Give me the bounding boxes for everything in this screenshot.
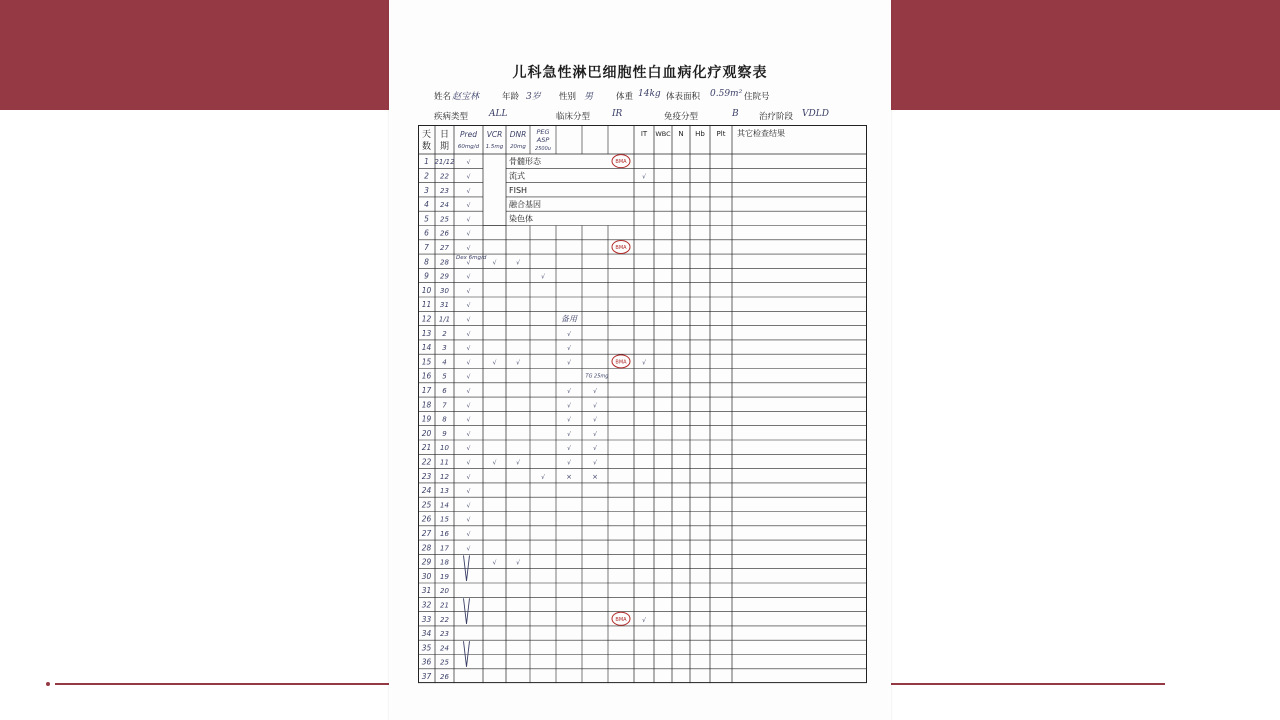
drug-tick: √ (567, 402, 571, 410)
vcr-tick: √ (492, 559, 497, 567)
continue-arrow (464, 598, 470, 624)
header-peg-dose: 2500u (535, 146, 551, 152)
drug-tick: √ (567, 430, 571, 438)
bma-stamp-text: BMA (615, 359, 627, 366)
drug-tick: √ (593, 430, 597, 438)
weight-label: 体重 (616, 92, 634, 102)
day-cell: 28 (421, 543, 432, 553)
exam-label: 染色体 (509, 214, 533, 224)
day-cell: 11 (421, 300, 432, 310)
date-cell: 4 (442, 358, 447, 367)
clinical-label: 临床分型 (556, 112, 591, 122)
day-cell: 23 (421, 471, 432, 481)
bma-stamp-text: BMA (615, 616, 627, 623)
day-cell: 33 (421, 614, 432, 624)
day-cell: 4 (424, 200, 429, 210)
pred-tick: √ (466, 502, 471, 510)
pred-tick: √ (466, 273, 471, 281)
date-cell: 21 (440, 601, 449, 610)
document-title: 儿科急性淋巴细胞性白血病化疗观察表 (512, 65, 768, 81)
day-cell: 19 (421, 414, 432, 424)
age-label: 年龄 (502, 92, 520, 102)
day-cell: 26 (421, 514, 432, 524)
bma-stamp-text: BMA (615, 159, 627, 166)
name-label: 姓名 (434, 92, 452, 102)
pred-tick: √ (466, 430, 471, 438)
date-cell: 14 (440, 501, 449, 510)
day-cell: 12 (421, 314, 432, 324)
peg-tick: √ (541, 473, 545, 481)
drug-cross: × (566, 472, 572, 481)
immune-value: B (732, 109, 739, 119)
pred-tick: √ (466, 316, 471, 324)
vcr-tick: √ (492, 459, 497, 467)
day-cell: 10 (421, 285, 432, 295)
header-day: 天 (421, 130, 432, 140)
pred-tick: √ (466, 259, 471, 267)
pred-tick: √ (466, 473, 471, 481)
drug-tick: √ (593, 402, 597, 410)
date-cell: 23 (440, 186, 449, 195)
drug-start-note: 备用 (561, 314, 577, 324)
header-hb: Hb (695, 130, 705, 138)
pred-tick: √ (466, 159, 471, 167)
day-cell: 29 (421, 557, 432, 567)
dose-note: Dex 6mg/d (456, 255, 487, 262)
drug-tick: √ (593, 445, 597, 453)
disease-value: ALL (489, 109, 508, 119)
drug-tick: √ (567, 445, 571, 453)
pred-tick: √ (466, 244, 471, 252)
drug-tick: √ (593, 416, 597, 424)
header-other: 其它检查结果 (737, 129, 785, 138)
bsa-label: 体表面积 (666, 92, 701, 102)
day-cell: 14 (421, 343, 432, 353)
sex-value: 男 (584, 92, 594, 102)
vcr-tick: √ (492, 259, 497, 267)
exam-label: 流式 (509, 171, 525, 181)
diagnosis-info-row (434, 110, 854, 126)
pred-tick: √ (466, 345, 471, 353)
drug-tick: √ (593, 387, 597, 395)
date-cell: 18 (440, 558, 449, 567)
disease-label: 疾病类型 (434, 112, 469, 122)
exam-label: 骨髓形态 (509, 157, 541, 167)
continue-arrow (464, 555, 470, 581)
admission-label: 住院号 (744, 92, 770, 102)
it-tick: √ (642, 616, 646, 624)
header-pred-dose: 60mg/d (457, 144, 480, 150)
header-vcr: VCR (486, 130, 503, 139)
date-cell: 13 (440, 487, 449, 496)
day-cell: 1 (424, 157, 429, 167)
header-dnr-dose: 20mg (510, 144, 526, 150)
drug-tick: √ (567, 345, 571, 353)
tg-note: TG 25mg (585, 373, 609, 380)
date-cell: 25 (440, 215, 449, 224)
date-cell: 16 (440, 529, 449, 538)
day-cell: 2 (424, 171, 429, 181)
dnr-tick: √ (516, 459, 520, 467)
dnr-tick: √ (516, 359, 520, 367)
pred-tick: √ (466, 387, 471, 395)
patient-info-row (434, 90, 854, 106)
drug-tick: √ (567, 459, 571, 467)
day-cell: 34 (421, 629, 432, 639)
day-cell: 35 (421, 643, 432, 653)
date-cell: 26 (440, 229, 449, 238)
header-pred: Pred (460, 130, 477, 139)
pred-tick: √ (466, 516, 471, 524)
date-cell: 1/1 (438, 315, 451, 324)
dnr-tick: √ (516, 559, 520, 567)
header-peg-2: ASP (536, 136, 550, 144)
pred-tick: √ (466, 402, 471, 410)
pred-tick: √ (466, 359, 471, 367)
day-cell: 13 (421, 328, 432, 338)
pred-tick: √ (466, 416, 471, 424)
header-n: N (678, 130, 684, 138)
pred-tick: √ (466, 459, 471, 467)
pred-tick: √ (466, 302, 471, 310)
day-cell: 25 (421, 500, 432, 510)
header-day-2: 数 (421, 142, 432, 152)
pred-tick: √ (466, 202, 471, 210)
day-cell: 37 (421, 671, 432, 681)
day-cell: 30 (421, 571, 432, 581)
pred-tick: √ (466, 187, 471, 195)
day-cell: 8 (424, 257, 429, 267)
day-cell: 31 (421, 586, 432, 596)
pred-tick: √ (466, 216, 471, 224)
drug-tick: √ (567, 359, 571, 367)
date-cell: 26 (440, 672, 449, 681)
day-cell: 16 (421, 371, 432, 381)
date-cell: 30 (440, 286, 449, 295)
day-cell: 27 (421, 528, 432, 538)
observation-table (418, 125, 867, 685)
peg-tick: √ (541, 273, 545, 281)
continue-arrow (464, 641, 470, 667)
exam-label: 融合基因 (509, 200, 541, 210)
date-cell: 15 (440, 515, 449, 524)
day-cell: 9 (424, 271, 429, 281)
stage-label: 治疗阶段 (759, 112, 794, 122)
date-cell: 19 (440, 572, 449, 581)
drug-tick: √ (567, 387, 571, 395)
date-cell: 28 (440, 258, 449, 267)
pred-tick: √ (466, 373, 471, 381)
weight-value: 14kg (638, 89, 661, 99)
pred-tick: √ (466, 530, 471, 538)
bma-stamp-text: BMA (615, 244, 627, 251)
date-cell: 6 (442, 386, 447, 395)
header-vcr-dose: 1.5mg (485, 144, 504, 150)
pred-tick: √ (466, 445, 471, 453)
age-value: 3岁 (526, 92, 541, 102)
dnr-tick: √ (516, 259, 520, 267)
day-cell: 18 (421, 400, 432, 410)
day-cell: 21 (421, 443, 432, 453)
pred-tick: √ (466, 287, 471, 295)
exam-label: FISH (509, 185, 528, 195)
clinical-value: IR (612, 109, 623, 119)
date-cell: 24 (440, 644, 449, 653)
day-cell: 3 (424, 185, 429, 195)
it-tick: √ (642, 359, 646, 367)
day-cell: 15 (421, 357, 432, 367)
name-value: 赵宝林 (452, 92, 480, 102)
header-wbc: WBC (655, 130, 671, 138)
day-cell: 5 (424, 214, 429, 224)
header-peg: PEG (536, 128, 550, 136)
pred-tick: √ (466, 173, 471, 181)
stage-value: VDLD (802, 109, 829, 119)
header-date: 日 (439, 130, 450, 140)
pred-tick: √ (466, 330, 471, 338)
date-cell: 11 (440, 458, 449, 467)
header-dnr: DNR (509, 130, 527, 139)
date-cell: 5 (442, 372, 447, 381)
day-cell: 36 (421, 657, 432, 667)
day-cell: 22 (421, 457, 432, 467)
day-cell: 17 (421, 385, 432, 395)
date-cell: 24 (440, 201, 449, 210)
drug-cross: × (592, 472, 598, 481)
day-cell: 24 (421, 486, 432, 496)
date-cell: 22 (440, 615, 449, 624)
header-plt: Plt (716, 130, 726, 138)
date-cell: 31 (440, 301, 449, 310)
header-it: IT (640, 130, 648, 138)
slide-rule-dot (46, 682, 50, 686)
drug-tick: √ (567, 330, 571, 338)
date-cell: 8 (442, 415, 447, 424)
date-cell: 7 (442, 401, 447, 410)
day-cell: 6 (424, 228, 429, 238)
drug-tick: √ (567, 416, 571, 424)
day-cell: 32 (421, 600, 432, 610)
pred-tick: √ (466, 488, 471, 496)
vcr-tick: √ (492, 359, 497, 367)
date-cell: 25 (440, 658, 449, 667)
date-cell: 3 (442, 344, 447, 353)
pred-tick: √ (466, 545, 471, 553)
header-date-2: 期 (439, 142, 450, 152)
date-cell: 2 (442, 329, 447, 338)
it-tick: √ (642, 173, 646, 181)
pred-tick: √ (466, 230, 471, 238)
immune-label: 免疫分型 (664, 112, 699, 122)
date-cell: 9 (442, 429, 447, 438)
drug-tick: √ (593, 459, 597, 467)
table-border (419, 126, 867, 683)
date-cell: 12 (440, 472, 449, 481)
date-cell: 20 (440, 587, 449, 596)
day-cell: 7 (424, 242, 429, 252)
date-cell: 29 (440, 272, 449, 281)
sex-label: 性别 (559, 92, 577, 102)
date-cell: 17 (440, 544, 449, 553)
date-cell: 22 (440, 172, 449, 181)
day-cell: 20 (421, 428, 432, 438)
bsa-value: 0.59m² (710, 89, 743, 99)
date-cell: 10 (440, 444, 449, 453)
date-cell: 21/12 (434, 158, 455, 167)
date-cell: 23 (440, 630, 449, 639)
date-cell: 27 (440, 243, 449, 252)
